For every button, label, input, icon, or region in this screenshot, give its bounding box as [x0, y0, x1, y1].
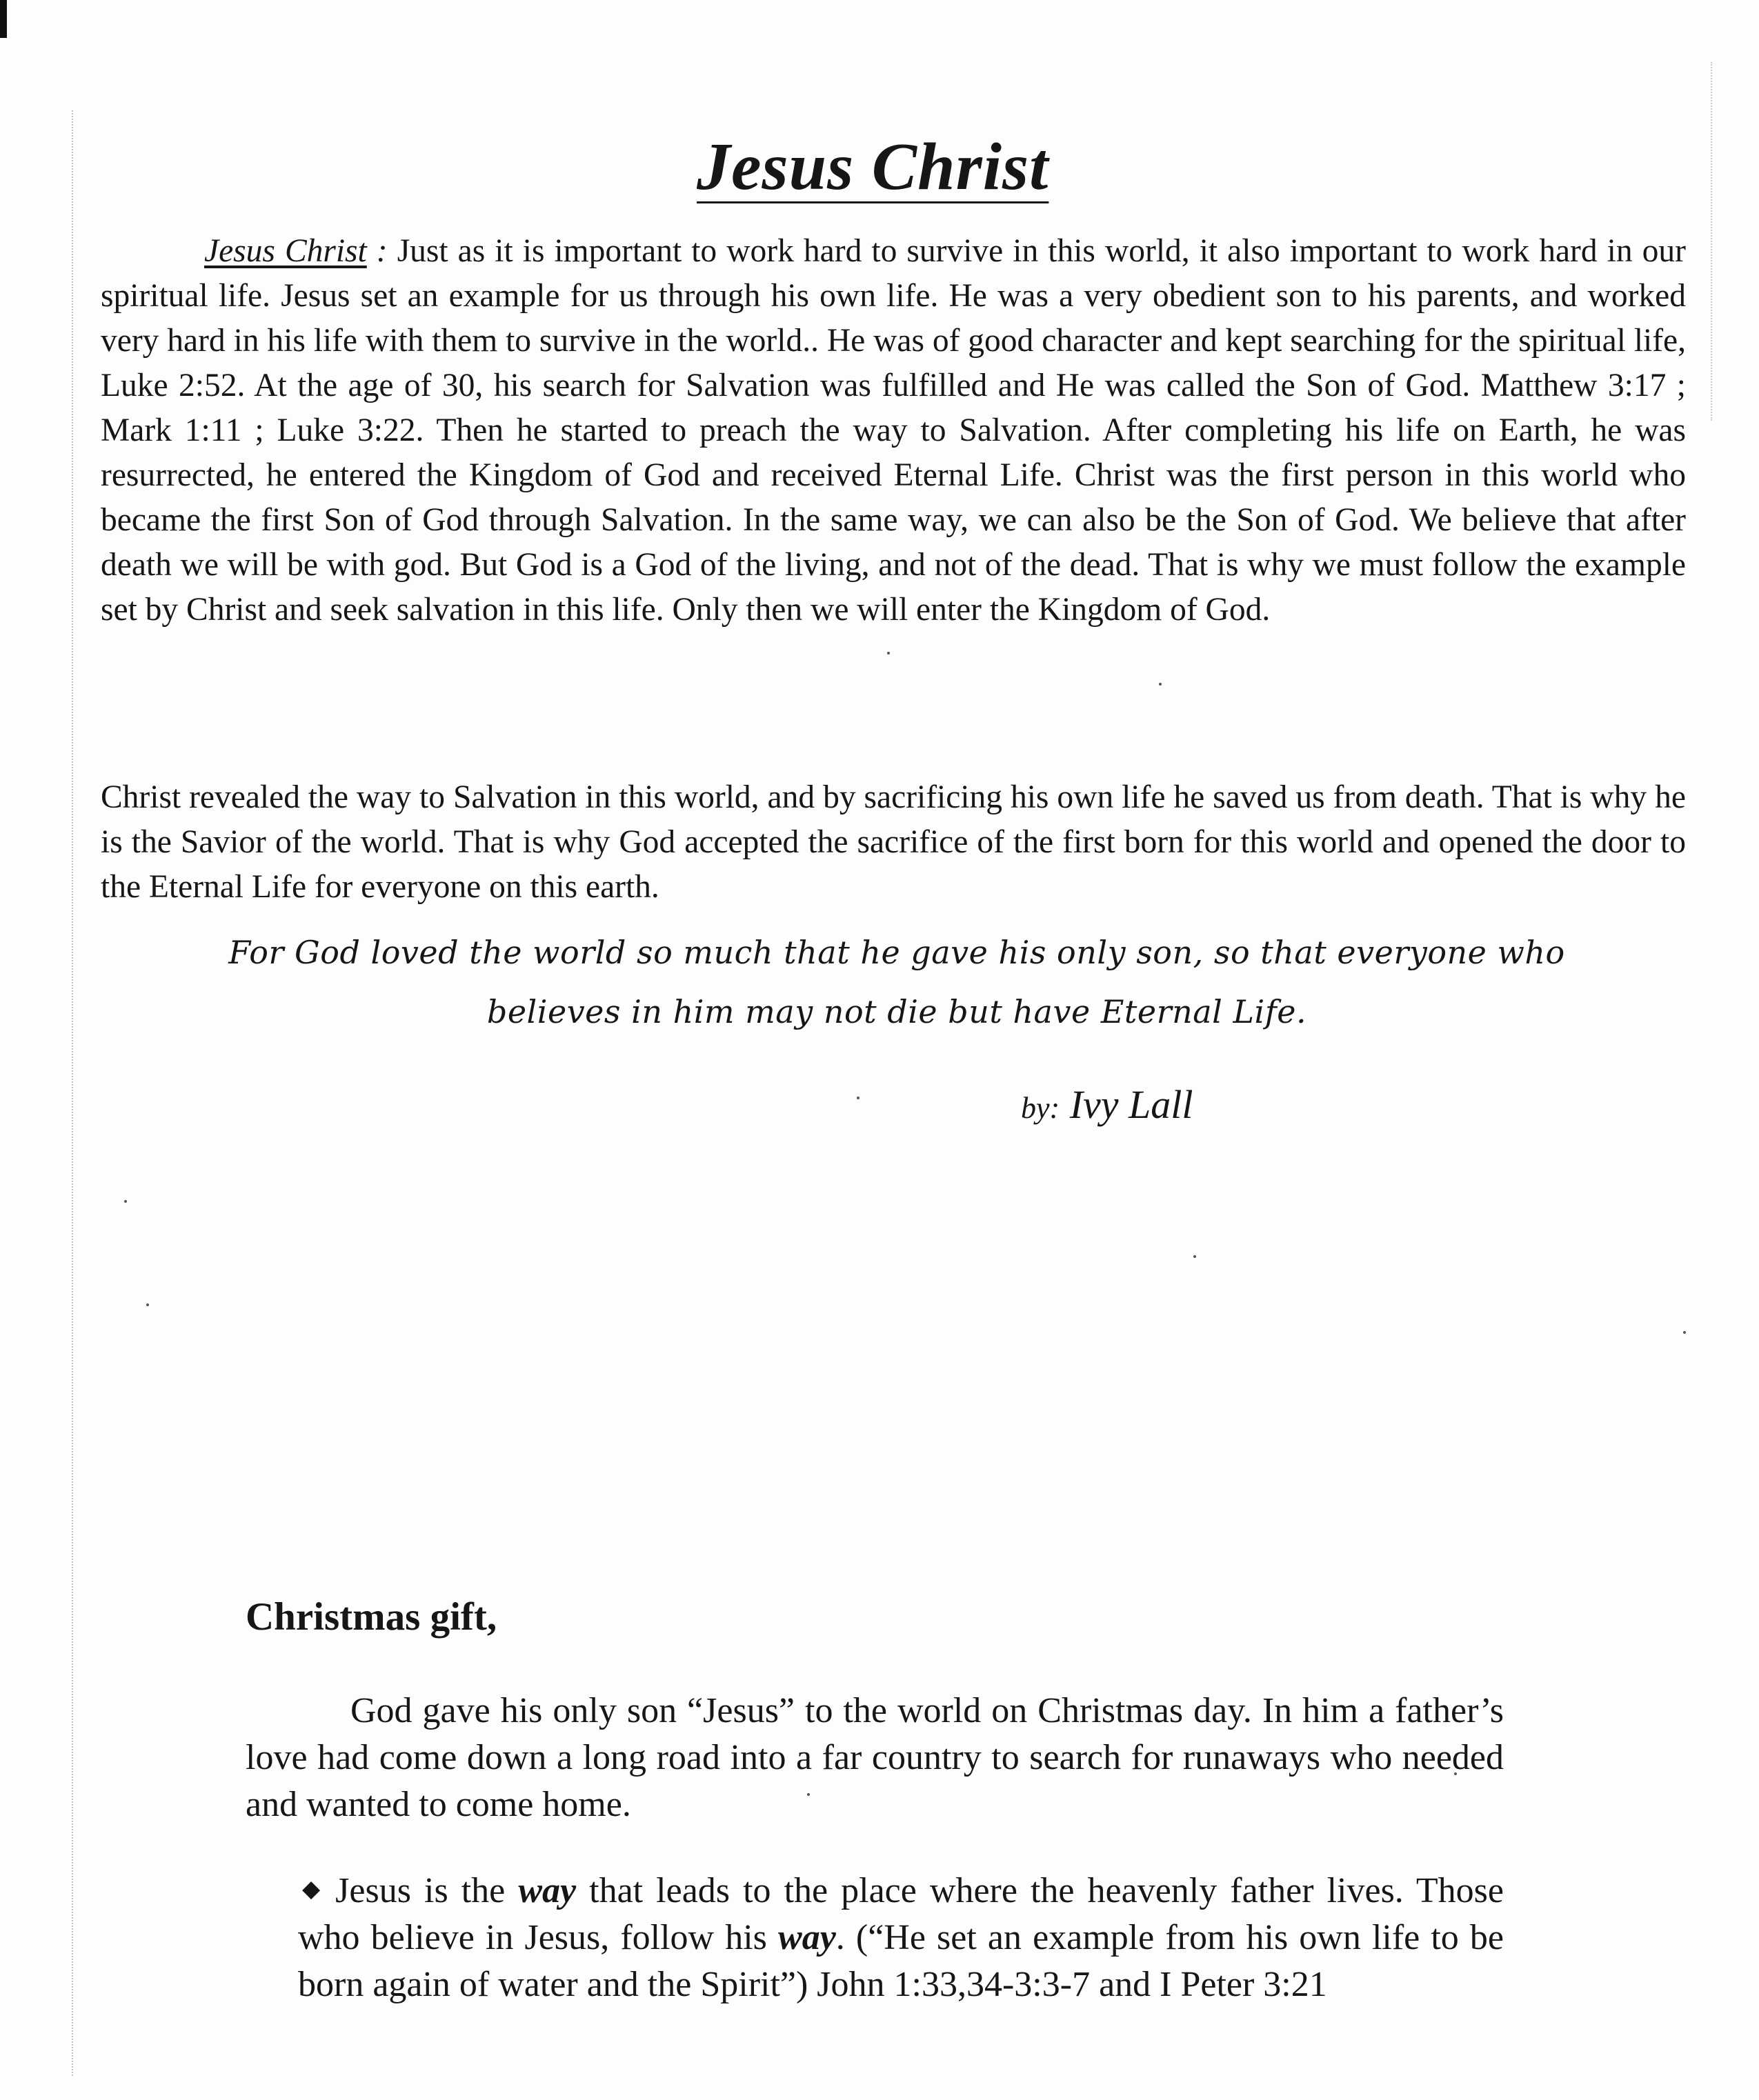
- bullet-emphasis-1: way: [518, 1871, 577, 1910]
- scan-speck: [887, 652, 890, 654]
- scan-corner-mark: [0, 0, 7, 38]
- paragraph-1-text: Just as it is important to work hard to survive in this world, it also important to work hard in our spiritual life. Jesus set an example for us through his own life. He was a very obedient son to his parents, and worked very hard in his life with them to survive in the world.. He was of good character and kept searching for the spiritual life, Luke 2:52. At the age of 30, his search for Salvation was fulfilled and He was called the Son of God. Matthew 3:17 ; Mark 1:11 ; Luke 3:22. Then he started to preach the way to Salvation. After completing his life on Earth, he was resurrected, he entered the Kingdom of God and received Eternal Life. Christ was the first person in this world who became the first Son of God through Salvation. In the same way, we can also be the Son of God. We believe that after death we will be with god. But God is a God of the living, and not of the dead. That is why we must follow the example set by Christ and seek salvation in this life. Only then we will enter the Kingdom of God.: [101, 232, 1686, 628]
- scan-right-edge: [1711, 62, 1712, 421]
- bullet-emphasis-2: way: [778, 1918, 836, 1957]
- quote-line-2: believes in him may not die but have Eternal Life.: [486, 993, 1307, 1030]
- scan-speck: [1193, 1255, 1196, 1258]
- scan-speck: [146, 1303, 149, 1306]
- list-item: [298, 1866, 1504, 2008]
- diamond-bullet-icon: ◆: [302, 1877, 321, 1902]
- quote-line-1: For God loved the world so much that he gave his only son, so that everyone who: [228, 934, 1565, 971]
- author-byline: [1021, 1081, 1193, 1128]
- article-paragraph-1: [101, 229, 1686, 632]
- scan-left-edge: [72, 110, 73, 2076]
- section-heading: Christmas gift,: [246, 1595, 497, 1639]
- article-paragraph-2: Christ revealed the way to Salvation in this world, and by sacrificing his own life he saved us from death. That is why he is the Savior of the world. That is why God accepted the sacrifice of the first born for this world and opened the door to the Eternal Life for everyone on this earth.: [101, 779, 1686, 905]
- scan-speck: [857, 1097, 859, 1099]
- bullet-text-2: that leads to the place where the heavenly father lives. Those who believe in Jesus, follow his: [298, 1871, 1504, 1957]
- page-title: Jesus Christ: [697, 129, 1049, 204]
- bullet-text-3: . (“He set an example from his own life to be born again of water and the Spirit”) John 1:33,34-3:3-7 and I Peter 3:21: [298, 1918, 1504, 2004]
- scan-speck: [1159, 683, 1162, 686]
- scan-speck: [1683, 1331, 1686, 1334]
- bible-quote: [124, 923, 1669, 1041]
- section-paragraph: God gave his only son “Jesus” to the world on Christmas day. In him a father’s love had come down a long road into a far country to search for runaways who needed and wanted to come home.: [246, 1691, 1504, 1824]
- lead-phrase: Jesus Christ: [204, 232, 367, 269]
- scan-speck: [124, 1200, 127, 1203]
- bullet-text-1: Jesus is the: [335, 1871, 519, 1910]
- lead-separator: :: [366, 232, 397, 269]
- author-name: Ivy Lall: [1069, 1082, 1193, 1127]
- byline-prefix: by:: [1021, 1091, 1060, 1125]
